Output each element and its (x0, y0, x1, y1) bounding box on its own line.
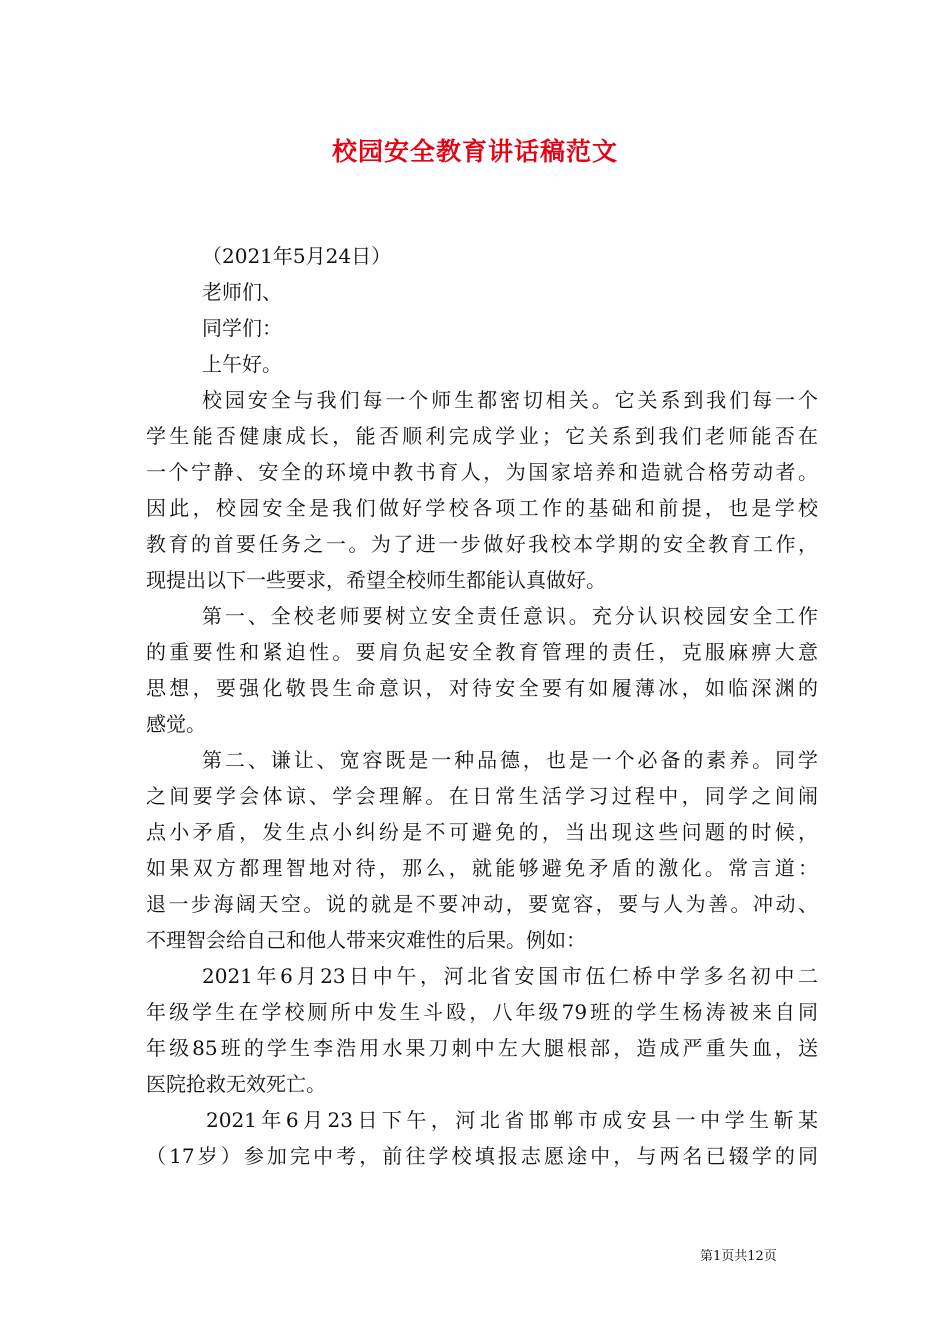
paragraph-line: 年级学生在学校厕所中发生斗殴，八年级79班的学生杨涛被来自同 (146, 1000, 818, 1024)
paragraph-line: 2021年6月23日下午，河北省邯郸市成安县一中学生靳某 (206, 1108, 818, 1132)
paragraph-line: 校园安全与我们每一个师生都密切相关。它关系到我们每一个 (202, 388, 818, 412)
paragraph-line: 第二、谦让、宽容既是一种品德，也是一个必备的素养。同学 (202, 748, 818, 772)
paragraph-line: 点小矛盾，发生点小纠纷是不可避免的，当出现这些问题的时候， (146, 820, 818, 844)
document-body (146, 238, 818, 1174)
paragraph-line: 年级85班的学生李浩用水果刀刺中左大腿根部，造成严重失血，送 (146, 1036, 818, 1060)
paragraph-line: 因此，校园安全是我们做好学校各项工作的基础和前提，也是学校 (146, 496, 818, 520)
date-line: （2021年5月24日） (202, 244, 392, 268)
salutation-teachers: 老师们、 (202, 280, 282, 304)
document-title: 校园安全教育讲话稿范文 (331, 137, 618, 166)
paragraph-line: 教育的首要任务之一。为了进一步做好我校本学期的安全教育工作， (146, 532, 818, 556)
paragraph-line: 现提出以下一些要求，希望全校师生都能认真做好。 (146, 568, 606, 592)
paragraph-line: 不理智会给自己和他人带来灾难性的后果。例如： (146, 928, 586, 952)
paragraph-line: 学生能否健康成长，能否顺利完成学业；它关系到我们老师能否在 (146, 424, 818, 448)
paragraph-line: 第一、全校老师要树立安全责任意识。充分认识校园安全工作 (202, 604, 818, 628)
greeting-line: 上午好。 (202, 352, 282, 376)
paragraph-line: 退一步海阔天空。说的就是不要冲动，要宽容，要与人为善。冲动、 (146, 892, 818, 916)
paragraph-line: 之间要学会体谅、学会理解。在日常生活学习过程中，同学之间闹 (146, 784, 818, 808)
paragraph-line: 感觉。 (146, 712, 206, 736)
salutation-students: 同学们： (202, 316, 282, 340)
paragraph-line: 一个宁静、安全的环境中教书育人，为国家培养和造就合格劳动者。 (146, 460, 818, 484)
paragraph-line: 如果双方都理智地对待，那么，就能够避免矛盾的激化。常言道： (146, 856, 818, 880)
page-number: 第1页共12页 (700, 1249, 777, 1264)
paragraph-line: 医院抢救无效死亡。 (146, 1072, 326, 1096)
paragraph-line: （17岁）参加完中考，前往学校填报志愿途中，与两名已辍学的同 (146, 1144, 818, 1168)
paragraph-line: 思想，要强化敬畏生命意识，对待安全要有如履薄冰，如临深渊的 (146, 676, 818, 700)
paragraph-line: 2021年6月23日中午，河北省安国市伍仁桥中学多名初中二 (202, 964, 818, 988)
paragraph-line: 的重要性和紧迫性。要肩负起安全教育管理的责任，克服麻痹大意 (146, 640, 818, 664)
